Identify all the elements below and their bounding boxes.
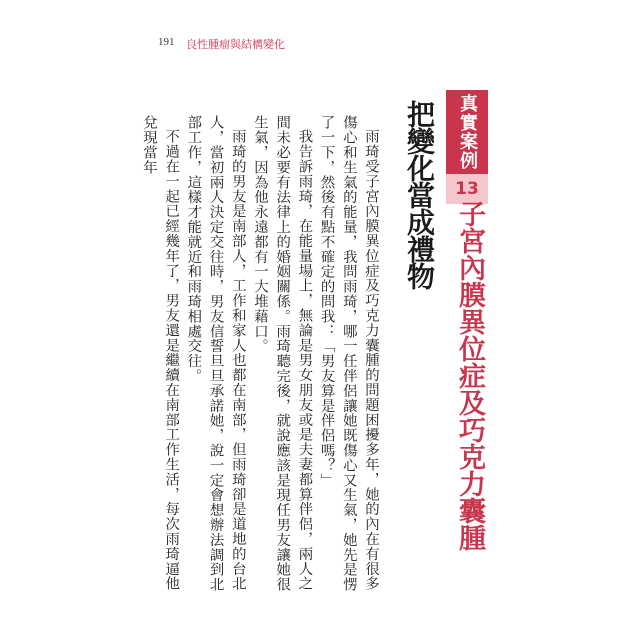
paragraph: 我告訴雨琦，在能量場上，無論是男女朋友或是夫妻都算伴侶，兩人之間未必要有法律上的婚姻關係。雨琦聽完後，就說應該是現任男友讓她很生氣，因為他永遠都有一大堆藉口。 xyxy=(251,115,313,592)
body-text xyxy=(138,115,382,595)
paragraph: 雨琦受子宮內膜異位症及巧克力囊腫的問題困擾多年，她的內在有很多傷心和生氣的能量，我問雨琦，哪一任伴侶讓她既傷心又生氣，她先是愣了一下，然後有點不確定的問我：「男友算是伴侶嗎？」 xyxy=(318,115,379,592)
case-title: 子宮內膜異位症及巧克力囊腫 xyxy=(454,200,485,551)
paragraph: 雨琦的男友是南部人，工作和家人也都在南部，但雨琦卻是道地的台北人，當初兩人決定交往時，男友信誓旦旦承諾她，說一定會想辦法調到北部工作，這樣才能就近和雨琦相處交往。 xyxy=(185,115,246,592)
paragraph: 不過在一起已經幾年了，男友還是繼續在南部工作生活，每次雨琦逼他兌現當年 xyxy=(140,115,180,592)
page-number: 191 xyxy=(158,36,175,48)
case-tag xyxy=(446,90,488,204)
running-head: 良性腫瘤與結構變化 xyxy=(186,38,285,51)
case-number: 13 xyxy=(446,174,488,204)
case-label: 真實案例 xyxy=(446,90,488,174)
case-subtitle: 把變化當成禮物 xyxy=(403,100,436,289)
